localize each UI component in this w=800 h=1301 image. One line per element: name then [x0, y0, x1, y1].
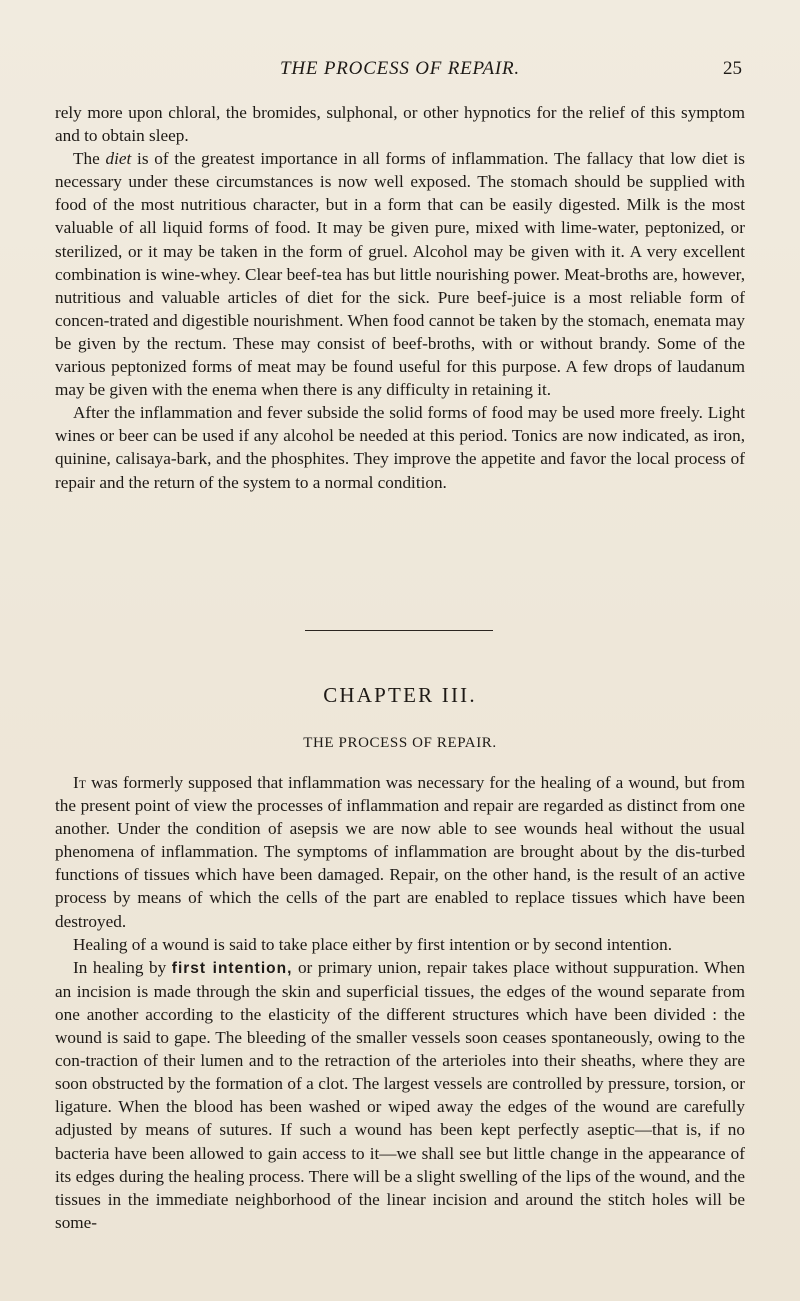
page-number: 25 [723, 58, 742, 79]
bold-term-first-intention: first intention, [171, 959, 293, 977]
italic-term-diet: diet [105, 149, 132, 169]
paragraph-diet [55, 147, 745, 401]
section-title: THE PROCESS OF REPAIR. [303, 735, 497, 751]
small-caps-lead: It [73, 773, 87, 792]
paragraph-after-inflammation [55, 401, 745, 493]
paragraph-text: is of the greatest importance in all forms of inflammation. The fallacy that low diet is necessary under these circumstances is now well exposed. The stomach should be supplied with food of the most nutritious character, but in a form that can be easily digested. Milk is the most valuable of all liquid forms of food. It may be given pure, mixed with lime-water, peptonized, or sterilized, or it may be taken in the form of gruel. Alcohol may be given with it. A very excellent combination is wine-whey. Clear beef-tea has but little nourishing power. Meat-broths are, however, nutritious and valuable articles of diet for the sick. Pure beef-juice is a most reliable form of concen-trated and digestible nourishment. When food cannot be taken by the stomach, enemata may be given by the rectum. These may consist of beef-broths, with or without brandy. Some of the various peptonized forms of meat may be found useful for this purpose. A few drops of laudanum may be given with the enema when there is any difficulty in retaining it. [55, 149, 745, 400]
body-text-bottom [55, 771, 745, 1234]
paragraph-lead: In healing by [73, 957, 172, 977]
paragraph-text: or primary union, repair takes place without suppuration. When an incision is made through the skin and superficial tissues, the edges of the wound separate from one another according to the elasticity of the different structures which have been divided : the wound is said to gape. The bleeding of the smaller vessels soon ceases spontaneously, owing to the con-traction of their lumen and to the retraction of the arterioles into their sheaths, where they are soon obstructed by the formation of a clot. The largest vessels are controlled by pressure, torsion, or ligature. When the blood has been washed or wiped away the edges of the wound are carefully adjusted by means of sutures. If such a wound has been kept perfectly aseptic—that is, if no bacteria have been allowed to gain access to it—we shall see but little change in the appearance of its edges during the healing process. There will be a slight swelling of the lips of the wound, and the tissues in the immediate neighborhood of the linear incision and around the stitch holes will be some- [55, 957, 745, 1232]
paragraph-text: was formerly supposed that inflammation was necessary for the healing of a wound, but from the present point of view the processes of inflammation and repair are regarded as distinct from one another. Under the condition of asepsis we are now able to see wounds heal without the usual phenomena of inflammation. The symptoms of inflammation are brought about by the dis-turbed functions of tissues which have been damaged. Repair, on the other hand, is the result of an active process by means of which the cells of the part are enabled to replace tissues which have been destroyed. [55, 773, 745, 931]
paragraph-healing [55, 933, 745, 956]
running-head [0, 58, 800, 88]
paragraph-text: rely more upon chloral, the bromides, sulphonal, or other hypnotics for the relief of this symptom and to obtain sleep. [55, 103, 745, 146]
paragraph-lead: The [73, 149, 106, 169]
body-text-top [55, 101, 745, 494]
paragraph-intro [55, 771, 745, 933]
paragraph-continued [55, 101, 745, 147]
section-divider-rule [305, 630, 493, 631]
paragraph-text: After the inflammation and fever subside the solid forms of food may be used more freely. Light wines or beer can be used if any alcohol be needed at this period. Tonics are now indicated, as iron, quinine, calisaya-bark, and the phosphites. They improve the appetite and favor the local process of repair and the return of the system to a normal condition. [55, 403, 745, 492]
paragraph-text: Healing of a wound is said to take place either by first intention or by second intention. [73, 934, 673, 954]
running-title: THE PROCESS OF REPAIR. [280, 58, 520, 79]
paragraph-first-intention [55, 956, 745, 1234]
chapter-title: CHAPTER III. [323, 683, 477, 707]
